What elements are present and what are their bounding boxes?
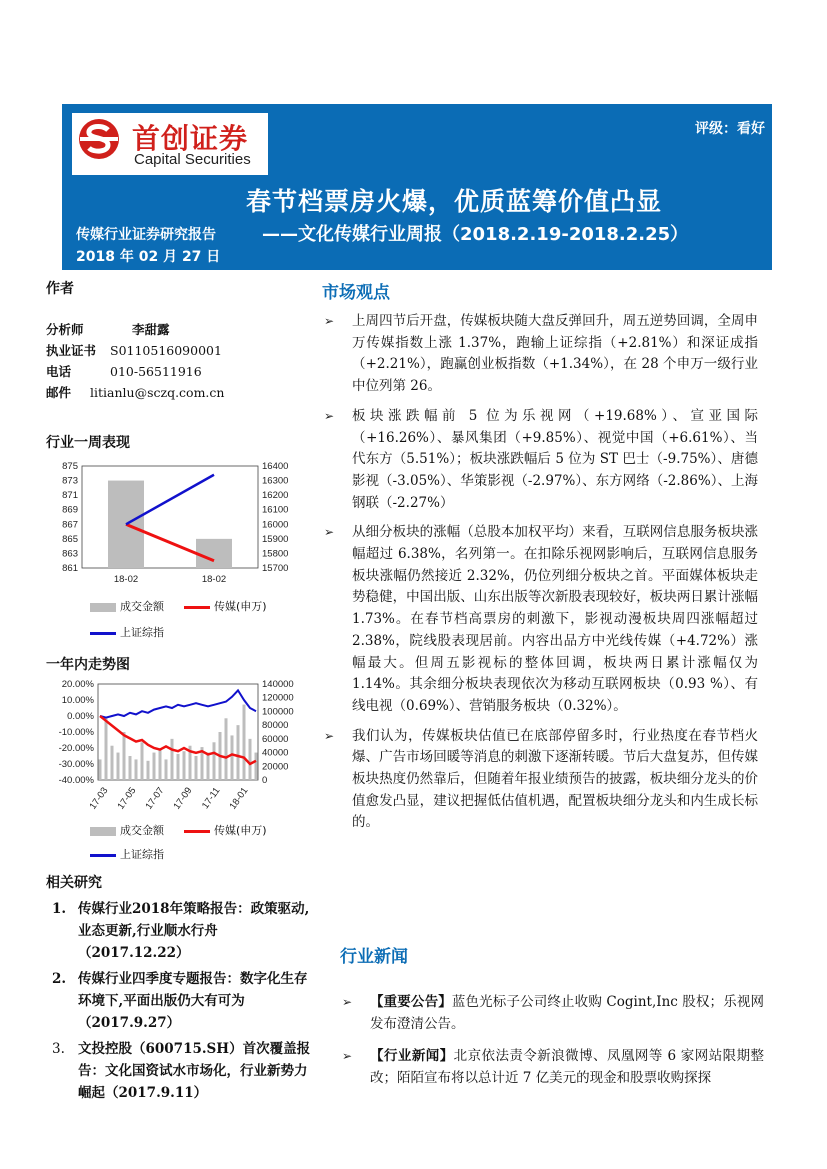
volume-bar — [159, 749, 162, 780]
legend-sh-swatch-2 — [90, 854, 116, 857]
x-tick-label: 17-03 — [87, 785, 111, 812]
related-item-number: 3. — [52, 1041, 65, 1057]
volume-bar — [243, 705, 246, 780]
volume-bar — [141, 742, 144, 780]
arrow-bullet-icon: ➢ — [324, 408, 335, 423]
news-tag: 【重要公告】 — [370, 994, 452, 1010]
author-block — [46, 270, 316, 404]
volume-bar — [225, 718, 228, 780]
license-key: 执业证书 — [46, 343, 97, 358]
volume-bar — [249, 739, 252, 780]
volume-bar — [171, 739, 174, 780]
author-heading: 作者 — [46, 281, 74, 297]
x-tick-label: 18-01 — [227, 785, 251, 812]
company-logo — [72, 113, 268, 175]
right-tick-label: 15700 — [262, 563, 289, 574]
market-view-heading: 市场观点 — [322, 283, 390, 303]
volume-bar — [129, 756, 132, 780]
left-tick-label: 0.00% — [67, 711, 94, 722]
arrow-bullet-icon: ➢ — [324, 525, 335, 540]
volume-bar — [237, 725, 240, 780]
volume-bar — [165, 759, 168, 780]
right-tick-label: 16200 — [262, 490, 289, 502]
news-tag: 【行业新闻】 — [370, 1048, 454, 1064]
volume-bar — [147, 761, 150, 780]
volume-bar — [196, 539, 232, 568]
left-tick-label: -40.00% — [58, 775, 94, 786]
market-bullet-text: 上周四节后开盘，传媒板块随大盘反弹回升，周五逆势回调，全周申万传媒指数上涨 1.37%，跑输上证综指（+2.81%）和深证成指（+2.21%），跑赢创业板指数（+1.34%），在 28 个申万一级行业中位列第 26。 — [352, 313, 758, 395]
related-item-text: 传媒行业四季度专题报告：数字化生存环境下,平面出版仍大有可为（2017.9.27） — [78, 971, 308, 1031]
related-item[interactable] — [46, 898, 316, 964]
volume-bar — [231, 735, 234, 780]
x-tick-label: 17-07 — [143, 785, 167, 812]
right-tick-label: 16300 — [262, 475, 289, 487]
left-tick-label: 865 — [62, 533, 78, 545]
market-bullet-text: 从细分板块的涨幅（总股本加权平均）来看，互联网信息服务板块涨幅超过 6.38%，名列第一。在扣除乐视网影响后，互联网信息服务板块涨幅仍然接近 2.32%，仍位列细分板块之首。平面媒体板块走势稳健，中国出版、山东出版等次新股表现较好，板块两日累计涨幅 1.73%。在春节档高票房的刺激下，影视动漫板块周四涨幅超过 2.38%，院线股表现居前。内容出品方中光线传媒（+4.72%）涨幅最大。但周五影视标的整体回调，板块两日累计涨幅仅为 1.14%。其余细分板块表现依次为移动互联网板块（0.93 %）、有线电视（0.69%）、营销服务板块（0.32%）。 — [352, 524, 758, 714]
legend-sh-2 — [90, 846, 164, 862]
left-tick-label: 861 — [62, 563, 78, 574]
phone-value: 010-56511916 — [110, 364, 202, 379]
related-item-number: 2. — [52, 971, 67, 987]
report-type: 传媒行业证券研究报告 — [76, 227, 216, 243]
volume-bar — [123, 732, 126, 780]
right-tick-label: 60000 — [262, 733, 289, 745]
news-item — [340, 1045, 764, 1089]
volume-bar — [195, 756, 198, 780]
volume-bar — [111, 746, 114, 780]
right-tick-label: 140000 — [262, 679, 294, 690]
legend-media-label-2: 传媒(申万) — [214, 824, 267, 837]
arrow-bullet-icon: ➢ — [324, 728, 335, 743]
left-tick-label: 875 — [62, 461, 78, 472]
legend-sh-swatch — [90, 632, 116, 635]
x-tick-label: 18-02 — [201, 574, 227, 585]
logo-chinese-name: 首创证券 — [132, 122, 249, 155]
industry-news-section — [340, 942, 764, 1089]
related-item-text: 传媒行业2018年策略报告：政策驱动,业态更新,行业顺水行舟（2017.12.22） — [78, 901, 310, 961]
email-key: 邮件 — [46, 385, 72, 400]
volume-bar — [99, 759, 102, 780]
phone-key: 电话 — [46, 364, 72, 379]
year-chart-heading: 一年内走势图 — [46, 657, 130, 673]
left-tick-label: -30.00% — [58, 759, 94, 770]
volume-bar — [135, 759, 138, 780]
legend-sh — [90, 624, 164, 640]
market-bullet — [322, 406, 758, 515]
market-bullet-text: 我们认为，传媒板块估值已在底部停留多时，行业热度在春节档火爆、广告市场回暖等消息的刺激下逐渐转暖。节后大盘复苏，但传媒板块热度仍然靠后，但随着年报业绩预告的披露，板块细分龙头的价值愈发凸显，建议把握低估值机遇，配置板块细分龙头和内生成长标的。 — [352, 727, 758, 831]
market-view-section — [322, 278, 758, 834]
right-tick-label: 20000 — [262, 761, 289, 773]
legend-media-2 — [184, 822, 267, 838]
industry-news-heading: 行业新闻 — [340, 947, 408, 967]
license-value: S0110516090001 — [110, 343, 222, 358]
report-title: 春节档票房火爆，优质蓝筹价值凸显 — [246, 187, 663, 216]
week-chart-legend — [46, 598, 316, 642]
left-tick-label: -10.00% — [58, 727, 94, 738]
right-tick-label: 0 — [262, 775, 268, 786]
logo-english-name: Capital Securities — [134, 151, 251, 168]
legend-sh-label-2: 上证综指 — [120, 848, 164, 861]
arrow-bullet-icon: ➢ — [324, 314, 335, 328]
legend-bar-label: 成交金额 — [120, 600, 164, 613]
right-tick-label: 15900 — [262, 533, 289, 545]
legend-bar-2 — [90, 822, 164, 838]
news-item — [340, 991, 764, 1035]
arrow-bullet-icon: ➢ — [342, 1049, 353, 1063]
right-tick-label: 16400 — [262, 461, 289, 472]
related-item[interactable] — [46, 1038, 316, 1104]
volume-bar — [213, 742, 216, 780]
right-tick-label: 16000 — [262, 519, 289, 531]
related-item-number: 1. — [52, 901, 67, 917]
volume-bar — [207, 753, 210, 780]
email-row — [46, 383, 316, 404]
left-tick-label: 871 — [62, 490, 78, 502]
legend-media-swatch-2 — [184, 830, 210, 833]
news-text: 蓝色光标子公司终止收购 Cogint,Inc 股权；乐视网发布澄清公告。 — [370, 994, 764, 1032]
related-item-text: 文投控股（600715.SH）首次覆盖报告：文化国资试水市场化，行业新势力崛起（2017.9.11） — [78, 1041, 311, 1101]
volume-bar — [183, 751, 186, 780]
year-chart-legend — [46, 822, 316, 866]
phone-row — [46, 362, 316, 383]
left-tick-label: 869 — [62, 504, 78, 516]
author-row — [46, 320, 316, 341]
volume-bar — [117, 753, 120, 780]
market-bullet — [322, 522, 758, 717]
left-tick-label: 863 — [62, 548, 78, 560]
legend-bar — [90, 598, 164, 614]
x-tick-label: 17-09 — [171, 785, 195, 812]
volume-bar — [255, 753, 258, 780]
author-key: 分析师 — [46, 322, 84, 337]
year-trend-chart — [46, 676, 316, 814]
logo-s-icon — [78, 118, 120, 160]
market-bullet-text: 板块涨跌幅前 5 位为乐视网（+19.68%）、宣亚国际（+16.26%）、暴风集团（+9.85%）、视觉中国（+6.61%）、当代东方（5.51%）；板块涨跌幅后 5 位为 ST 巴士（-9.75%）、唐德影视（-3.05%）、华策影视（-2.97%）、东方网络（-2.86%）、上海钢联（-2.27%） — [352, 407, 758, 511]
rating-label: 评级：看好 — [695, 121, 765, 137]
legend-media-label: 传媒(申万) — [214, 600, 267, 613]
right-tick-label: 16100 — [262, 504, 289, 516]
left-tick-label: -20.00% — [58, 743, 94, 754]
related-item[interactable] — [46, 968, 316, 1034]
legend-sh-label: 上证综指 — [120, 626, 164, 639]
author-value: 李甜露 — [132, 322, 170, 337]
week-performance-chart — [46, 456, 316, 591]
legend-bar-swatch-2 — [90, 827, 116, 836]
left-tick-label: 867 — [62, 519, 78, 531]
x-tick-label: 17-11 — [199, 785, 223, 812]
related-heading: 相关研究 — [46, 875, 102, 891]
volume-bar — [105, 718, 108, 780]
left-tick-label: 20.00% — [61, 679, 94, 690]
license-row — [46, 341, 316, 362]
right-tick-label: 100000 — [262, 706, 294, 718]
right-tick-label: 120000 — [262, 692, 294, 704]
left-tick-label: 873 — [62, 475, 78, 487]
week-chart-heading: 行业一周表现 — [46, 435, 130, 451]
email-value: litianlu@sczq.com.cn — [90, 385, 225, 400]
right-tick-label: 40000 — [262, 747, 289, 759]
x-tick-label: 18-02 — [113, 574, 139, 585]
legend-bar-swatch — [90, 603, 116, 612]
x-tick-label: 17-05 — [115, 785, 139, 812]
report-subtitle: ——文化传媒行业周报（2018.2.19-2018.2.25） — [262, 224, 689, 245]
legend-bar-label-2: 成交金额 — [120, 824, 164, 837]
volume-bar — [153, 753, 156, 780]
related-research — [46, 872, 316, 1104]
news-text: 北京依法责令新浪微博、凤凰网等 6 家网站限期整改；陌陌宣布将以总计近 7 亿美元的现金和股票收购探探 — [370, 1048, 765, 1086]
market-bullet — [322, 726, 758, 835]
legend-media — [184, 598, 267, 614]
volume-bar — [177, 754, 180, 780]
left-tick-label: 10.00% — [61, 695, 94, 706]
legend-media-swatch — [184, 606, 210, 609]
report-date: 2018 年 02 月 27 日 — [76, 249, 221, 265]
arrow-bullet-icon: ➢ — [342, 995, 353, 1009]
sh-index-line — [100, 690, 256, 717]
right-tick-label: 15800 — [262, 548, 289, 560]
right-tick-label: 80000 — [262, 720, 289, 732]
market-bullet — [322, 311, 758, 398]
